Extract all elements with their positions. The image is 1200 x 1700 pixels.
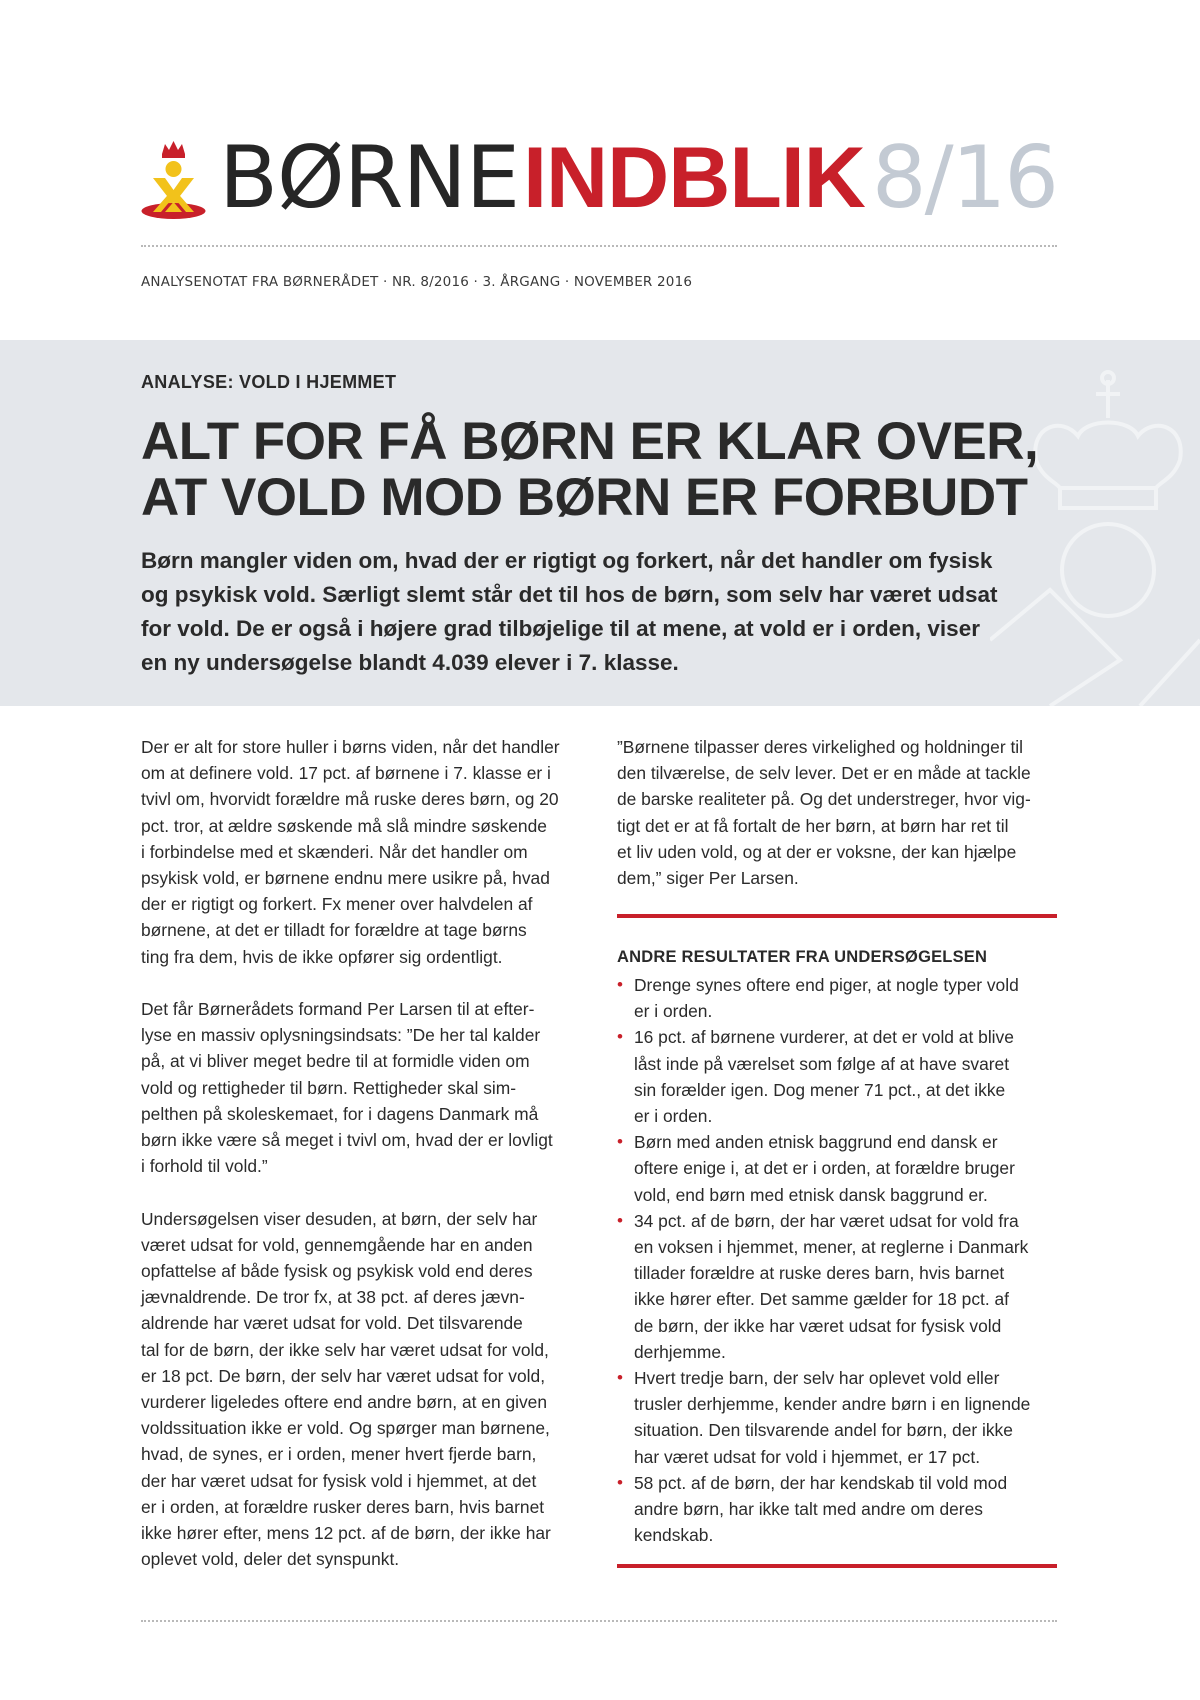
quote-line: et liv uden vold, og at der er voksne, der kan hjælpe bbox=[617, 841, 1017, 862]
list-item bbox=[617, 1208, 1067, 1365]
body-line: tal for de børn, der ikke selv har været udsat for vold, bbox=[141, 1339, 549, 1360]
body-line: tvivl om, hvorvidt forældre må ruske deres børn, og 20 bbox=[141, 789, 559, 810]
quote-line: dem,” siger Per Larsen. bbox=[617, 868, 799, 889]
headline bbox=[141, 414, 1041, 526]
body-line: jævnaldrende. De tror fx, at 38 pct. af deres jævn- bbox=[141, 1287, 525, 1308]
meta-line: ANALYSENOTAT FRA BØRNERÅDET · NR. 8/2016 · 3. ÅRGANG · NOVEMBER 2016 bbox=[141, 274, 693, 290]
bullet-line: ikke hører efter. Det samme gælder for 18 pct. af bbox=[634, 1289, 1010, 1310]
bullet-line: situation. Den tilsvarende andel for børn, der ikke bbox=[634, 1420, 1013, 1441]
body-line: er i orden, at forældre rusker deres barn, hvis barnet bbox=[141, 1496, 545, 1517]
body-line: der har været udsat for fysisk vold i hjemmet, at det bbox=[141, 1470, 537, 1491]
lead-line: og psykisk vold. Særligt slemt står det til hos de børn, som selv har været udsat bbox=[141, 582, 998, 607]
body-line: pelthen på skoleskemaet, for i dagens Danmark må bbox=[141, 1103, 539, 1124]
lead-paragraph bbox=[141, 544, 1011, 680]
body-line: børn ikke være så meget i tvivl om, hvad der er lovligt bbox=[141, 1130, 553, 1151]
box-bottom-rule bbox=[617, 1564, 1057, 1568]
quote-line: de barske realiteter på. Og det understreger, hvor vig- bbox=[617, 789, 1031, 810]
top-divider bbox=[141, 245, 1057, 247]
body-line: været udsat for vold, gennemgående har en anden bbox=[141, 1234, 533, 1255]
bullet-line: trusler derhjemme, kender andre børn i en lignende bbox=[634, 1394, 1031, 1415]
body-paragraph bbox=[141, 1206, 591, 1573]
box-top-rule bbox=[617, 914, 1057, 918]
masthead bbox=[141, 128, 1057, 228]
lead-line: en ny undersøgelse blandt 4.039 elever i 7. klasse. bbox=[141, 650, 679, 675]
body-line: psykisk vold, er børnene endnu mere usikre på, hvad bbox=[141, 868, 550, 889]
bullet-line: tillader forældre at ruske deres barn, hvis barnet bbox=[634, 1263, 1005, 1284]
bullet-line: • Hvert tredje barn, der selv har oplevet vold eller bbox=[634, 1368, 1000, 1389]
list-item bbox=[617, 1470, 1067, 1549]
body-paragraph bbox=[141, 734, 591, 970]
lead-line: for vold. De er også i højere grad tilbøjelige til at mene, at vold er i orden, viser bbox=[141, 616, 980, 641]
list-item bbox=[617, 1365, 1067, 1470]
body-line: pct. tror, at ældre søskende må slå mindre søskende bbox=[141, 815, 547, 836]
quote-line: den tilværelse, de selv lever. Det er en måde at tackle bbox=[617, 763, 1031, 784]
bullet-line: • Drenge synes oftere end piger, at nogle typer vold bbox=[634, 975, 1019, 995]
bullet-line: • 16 pct. af børnene vurderer, at det er vold at blive bbox=[634, 1027, 1014, 1048]
body-line: oplevet vold, deler det synspunkt. bbox=[141, 1549, 400, 1570]
body-line: Det får Børnerådets formand Per Larsen til at efter- bbox=[141, 999, 535, 1020]
bullet-line: har været udsat for vold i hjemmet, er 17 pct. bbox=[634, 1446, 981, 1467]
bullet-line: oftere enige i, at det er i orden, at forældre bruger bbox=[634, 1158, 1015, 1179]
list-item bbox=[617, 1024, 1067, 1129]
bullet-line: sin forælder igen. Dog mener 71 pct., at det ikke bbox=[634, 1079, 1006, 1100]
kicker: ANALYSE: VOLD I HJEMMET bbox=[141, 372, 397, 392]
issue-number: 8/16 bbox=[871, 128, 1057, 228]
bullet-line: vold, end børn med etnisk dansk baggrund er. bbox=[634, 1184, 988, 1205]
body-line: på, at vi bliver meget bedre til at formidle viden om bbox=[141, 1051, 530, 1072]
body-line: vold og rettigheder til børn. Rettigheder skal sim- bbox=[141, 1077, 517, 1098]
body-line: hvad, de synes, er i orden, mener hvert fjerde barn, bbox=[141, 1444, 537, 1465]
body-line: ting fra dem, hvis de ikke opfører sig ordentligt. bbox=[141, 946, 503, 967]
body-line: Undersøgelsen viser desuden, at børn, der selv har bbox=[141, 1208, 538, 1229]
quote-paragraph bbox=[617, 734, 1067, 891]
brand-wordmark bbox=[219, 128, 865, 228]
bullet-line: en voksen i hjemmet, mener, at reglerne i Danmark bbox=[634, 1237, 1029, 1258]
body-line: om at definere vold. 17 pct. af børnene i 7. klasse er i bbox=[141, 763, 551, 784]
body-line: aldrende har været udsat for vold. Det tilsvarende bbox=[141, 1313, 523, 1334]
bullet-line: • Børn med anden etnisk baggrund end dansk er bbox=[634, 1132, 998, 1153]
list-item bbox=[617, 1129, 1067, 1208]
body-line: opfattelse af både fysisk og psykisk vold end deres bbox=[141, 1261, 533, 1282]
crowned-child-logo-icon bbox=[141, 140, 206, 220]
body-line: voldssituation ikke er vold. Og spørger man børnene, bbox=[141, 1418, 550, 1439]
body-line: i forbindelse med et skænderi. Når det handler om bbox=[141, 841, 528, 862]
results-box-heading: ANDRE RESULTATER FRA UNDERSØGELSEN bbox=[617, 948, 988, 966]
bullet-line: andre børn, har ikke talt med andre om deres bbox=[634, 1499, 983, 1520]
body-line: lyse en massiv oplysningsindsats: ”De her tal kalder bbox=[141, 1025, 541, 1046]
right-column-quote bbox=[617, 734, 1067, 917]
bullet-line: er i orden. bbox=[634, 1001, 713, 1022]
results-list bbox=[617, 972, 1067, 1548]
body-line: der er rigtigt og forkert. Fx mener over halvdelen af bbox=[141, 894, 533, 915]
headline-line: ALT FOR FÅ BØRN ER KLAR OVER, bbox=[141, 412, 1039, 471]
hero-band bbox=[0, 340, 1200, 706]
brand-light: BØRNE bbox=[219, 128, 520, 228]
lead-line: Børn mangler viden om, hvad der er rigtigt og forkert, når det handler om fysisk bbox=[141, 548, 993, 573]
body-line: børnene, at det er tilladt for forældre at tage børns bbox=[141, 920, 527, 941]
bullet-line: • 58 pct. af de børn, der har kendskab til vold mod bbox=[634, 1472, 1008, 1493]
body-line: vurderer ligeledes oftere end andre børn, at en given bbox=[141, 1392, 548, 1413]
bullet-line: kendskab. bbox=[634, 1525, 714, 1546]
body-paragraph bbox=[141, 996, 591, 1179]
body-line: er 18 pct. De børn, der selv har været udsat for vold, bbox=[141, 1365, 546, 1386]
brand-bold: INDBLIK bbox=[523, 130, 865, 226]
quote-line: ”Børnene tilpasser deres virkelighed og holdninger til bbox=[617, 737, 1023, 757]
bullet-line: er i orden. bbox=[634, 1106, 713, 1127]
list-item bbox=[617, 972, 1067, 1024]
bullet-line: låst inde på værelset som følge af at have svaret bbox=[634, 1053, 1010, 1074]
quote-line: tigt det er at få fortalt de her børn, at børn har ret til bbox=[617, 815, 1009, 836]
bullet-line: derhjemme. bbox=[634, 1341, 726, 1362]
bullet-line: de børn, der ikke har været udsat for fysisk vold bbox=[634, 1315, 1002, 1336]
body-line: i forhold til vold.” bbox=[141, 1156, 268, 1177]
body-line: ikke hører efter, mens 12 pct. af de børn, der ikke har bbox=[141, 1523, 551, 1544]
left-column bbox=[141, 734, 591, 1599]
bullet-line: • 34 pct. af de børn, der har været udsat for vold fra bbox=[634, 1210, 1019, 1231]
bottom-divider bbox=[141, 1620, 1057, 1622]
body-line: Der er alt for store huller i børns viden, når det handler bbox=[141, 737, 560, 757]
headline-line: AT VOLD MOD BØRN ER FORBUDT bbox=[141, 468, 1028, 527]
